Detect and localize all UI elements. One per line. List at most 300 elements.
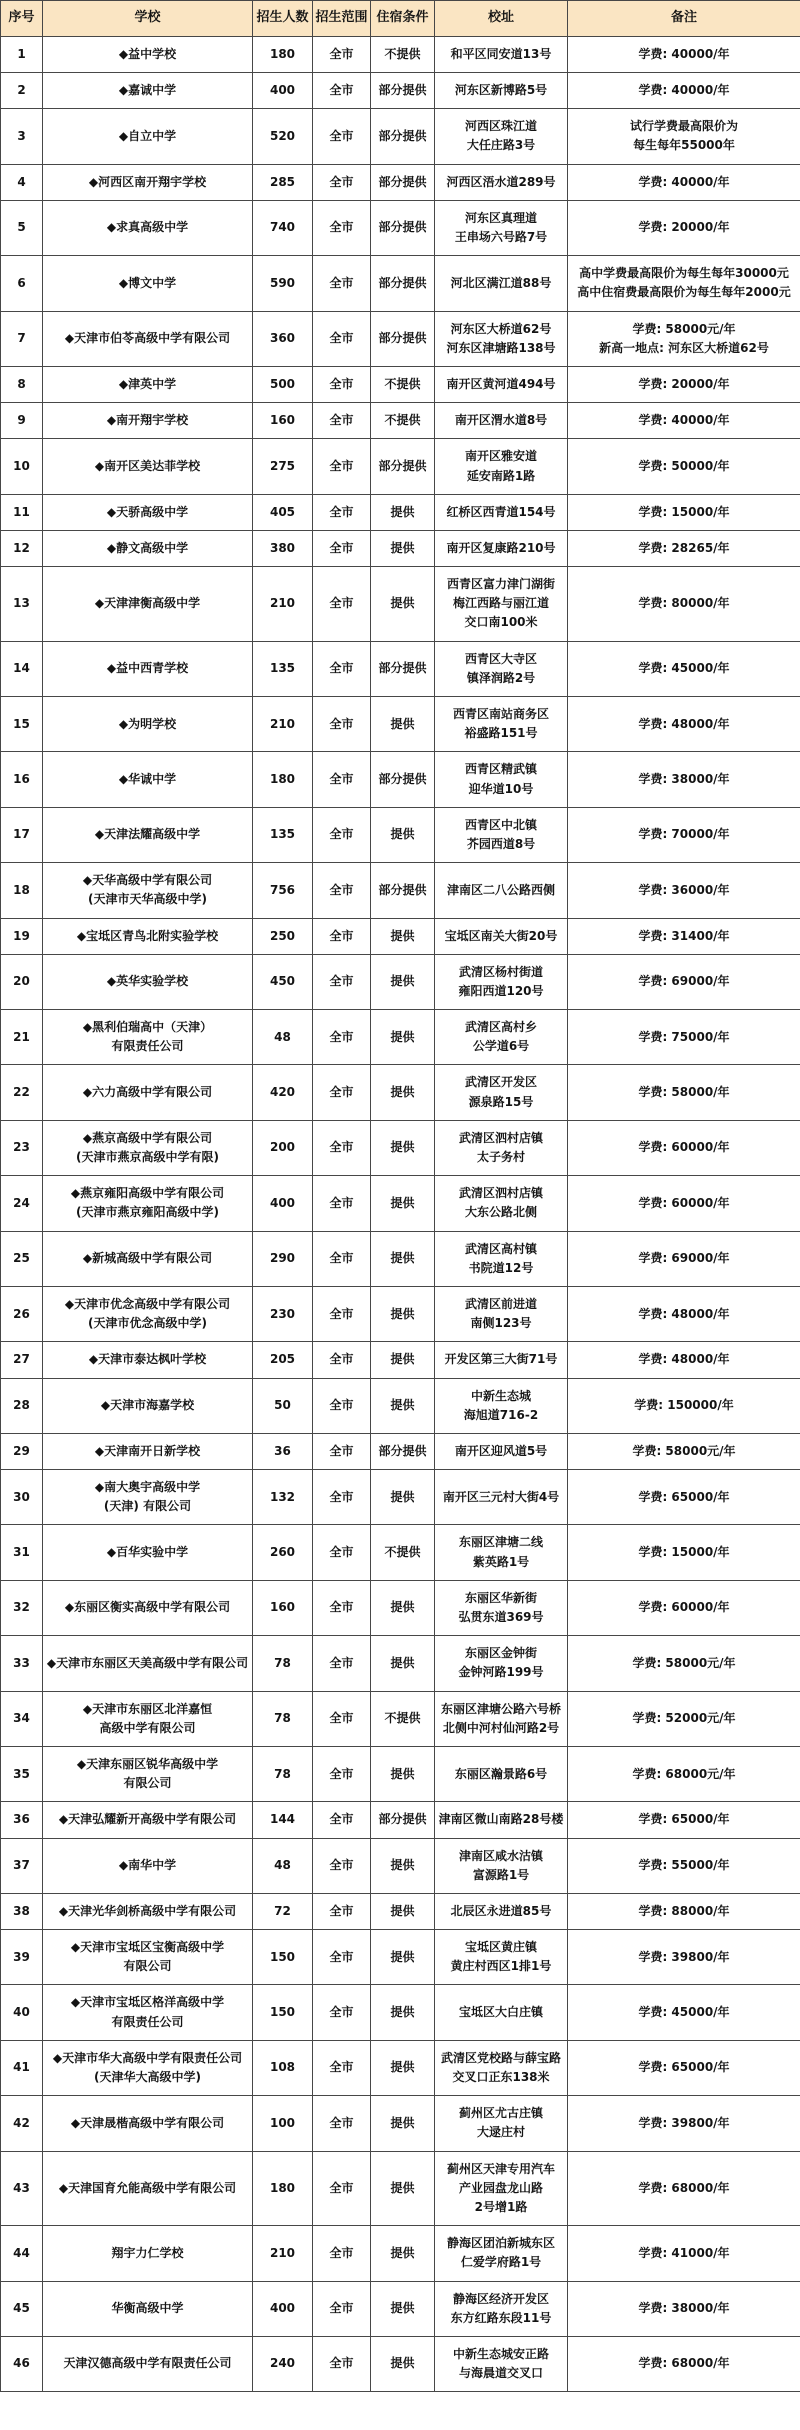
cell-school bbox=[43, 1470, 253, 1525]
cell-address bbox=[435, 73, 568, 109]
cell-address bbox=[435, 1378, 568, 1433]
cell-address bbox=[435, 807, 568, 862]
cell-remark bbox=[568, 954, 800, 1009]
cell-dorm: 提供 bbox=[371, 1286, 435, 1341]
cell-address-line: 武清区党校路与薛宝路 bbox=[440, 2050, 561, 2065]
table-row bbox=[1, 918, 800, 954]
cell-scope: 全市 bbox=[313, 1342, 371, 1378]
cell-no: 24 bbox=[1, 1176, 43, 1231]
cell-scope: 全市 bbox=[313, 2096, 371, 2151]
cell-address-line: 东丽区瀚景路6号 bbox=[454, 1766, 548, 1781]
cell-dorm: 提供 bbox=[371, 2151, 435, 2226]
cell-address-line: 迎华道10号 bbox=[468, 781, 534, 796]
cell-address-line: 西青区中北镇 bbox=[464, 817, 537, 832]
cell-scope: 全市 bbox=[313, 1176, 371, 1231]
cell-no: 33 bbox=[1, 1636, 43, 1691]
cell-school-line: ◆自立中学 bbox=[118, 128, 177, 143]
cell-remark-line: 学费: 58000元/年 bbox=[632, 321, 736, 336]
cell-school bbox=[43, 311, 253, 366]
cell-school-line: ◆天津法耀高级中学 bbox=[94, 827, 201, 842]
cell-dorm: 部分提供 bbox=[371, 164, 435, 200]
cell-address-line: 仁爱学府路1号 bbox=[460, 2255, 542, 2270]
cell-remark-line: 学费: 39800/年 bbox=[638, 1949, 730, 1964]
cell-count: 405 bbox=[253, 494, 313, 530]
table-row bbox=[1, 1691, 800, 1746]
cell-address-line: 公学道6号 bbox=[472, 1039, 530, 1054]
cell-count: 200 bbox=[253, 1120, 313, 1175]
cell-address bbox=[435, 1065, 568, 1120]
table-row bbox=[1, 36, 800, 72]
cell-dorm: 提供 bbox=[371, 1746, 435, 1801]
cell-remark bbox=[568, 2151, 800, 2226]
cell-address-line: 河东区新博路5号 bbox=[454, 83, 548, 98]
cell-scope: 全市 bbox=[313, 1985, 371, 2040]
cell-school-line: 有限责任公司 bbox=[111, 1039, 184, 1054]
cell-address-line: 蓟州区尤古庄镇 bbox=[458, 2106, 543, 2121]
table-row bbox=[1, 2336, 800, 2391]
cell-address-line: 武清区高村乡 bbox=[464, 1020, 537, 1035]
cell-no: 39 bbox=[1, 1930, 43, 1985]
cell-school-line: ◆益中学校 bbox=[118, 46, 177, 61]
cell-school-line: 有限公司 bbox=[123, 1776, 172, 1791]
table-row bbox=[1, 1802, 800, 1838]
cell-school bbox=[43, 863, 253, 918]
cell-scope: 全市 bbox=[313, 2281, 371, 2336]
cell-school bbox=[43, 2226, 253, 2281]
cell-address-line: 芥园西道8号 bbox=[466, 836, 536, 851]
cell-remark bbox=[568, 1010, 800, 1065]
cell-dorm: 提供 bbox=[371, 530, 435, 566]
cell-dorm: 不提供 bbox=[371, 366, 435, 402]
cell-address-line: 南开区渭水道8号 bbox=[454, 413, 548, 428]
table-row bbox=[1, 311, 800, 366]
cell-address-line: 津南区咸水沽镇 bbox=[458, 1848, 543, 1863]
cell-dorm: 提供 bbox=[371, 697, 435, 752]
cell-address-line: 东丽区津塘二线 bbox=[458, 1535, 543, 1550]
cell-no: 5 bbox=[1, 200, 43, 255]
cell-dorm: 提供 bbox=[371, 1120, 435, 1175]
table-row bbox=[1, 1525, 800, 1580]
cell-count: 150 bbox=[253, 1985, 313, 2040]
cell-school-line: ◆南开区美达菲学校 bbox=[94, 458, 201, 473]
cell-no: 29 bbox=[1, 1433, 43, 1469]
cell-count: 240 bbox=[253, 2336, 313, 2391]
cell-address bbox=[435, 1985, 568, 2040]
cell-school bbox=[43, 1433, 253, 1469]
cell-address-line: 南开区三元村大街4号 bbox=[442, 1489, 560, 1504]
cell-dorm: 提供 bbox=[371, 2040, 435, 2095]
cell-address-line: 黄庄村西区1排1号 bbox=[450, 1959, 552, 1974]
cell-remark-line: 学费: 39800/年 bbox=[638, 2115, 730, 2130]
cell-school bbox=[43, 641, 253, 696]
cell-school-line: 翔宇力仁学校 bbox=[111, 2245, 184, 2260]
cell-remark bbox=[568, 1433, 800, 1469]
cell-address bbox=[435, 1580, 568, 1635]
cell-school-line: (天津市燕京高级中学有限) bbox=[76, 1150, 219, 1165]
cell-scope: 全市 bbox=[313, 1231, 371, 1286]
cell-school-line: ◆百华实验中学 bbox=[106, 1545, 189, 1560]
cell-dorm: 部分提供 bbox=[371, 311, 435, 366]
cell-remark bbox=[568, 311, 800, 366]
cell-remark bbox=[568, 73, 800, 109]
cell-school-line: ◆燕京雍阳高级中学有限公司 bbox=[70, 1186, 225, 1201]
cell-no: 7 bbox=[1, 311, 43, 366]
cell-address-line: 武清区开发区 bbox=[464, 1075, 537, 1090]
cell-school-line: ◆天骄高级中学 bbox=[106, 504, 189, 519]
cell-remark bbox=[568, 1525, 800, 1580]
cell-school-line: 华衡高级中学 bbox=[111, 2301, 184, 2316]
cell-remark bbox=[568, 918, 800, 954]
cell-address-line: 太子务村 bbox=[476, 1150, 525, 1165]
cell-address bbox=[435, 200, 568, 255]
cell-school-line: ◆为明学校 bbox=[118, 716, 177, 731]
cell-count: 290 bbox=[253, 1231, 313, 1286]
cell-address-line: 王串场六号路7号 bbox=[454, 230, 548, 245]
cell-scope: 全市 bbox=[313, 366, 371, 402]
cell-no: 36 bbox=[1, 1802, 43, 1838]
cell-remark-line: 学费: 58000元/年 bbox=[632, 1443, 736, 1458]
cell-scope: 全市 bbox=[313, 1065, 371, 1120]
cell-remark-line: 学费: 40000/年 bbox=[638, 413, 730, 428]
cell-remark-line: 学费: 20000/年 bbox=[638, 220, 730, 235]
cell-remark-line: 学费: 69000/年 bbox=[638, 974, 730, 989]
cell-no: 4 bbox=[1, 164, 43, 200]
cell-address bbox=[435, 403, 568, 439]
cell-no: 41 bbox=[1, 2040, 43, 2095]
cell-count: 450 bbox=[253, 954, 313, 1009]
cell-count: 400 bbox=[253, 73, 313, 109]
cell-scope: 全市 bbox=[313, 494, 371, 530]
cell-remark bbox=[568, 1470, 800, 1525]
table-row bbox=[1, 1286, 800, 1341]
cell-dorm: 提供 bbox=[371, 2226, 435, 2281]
cell-scope: 全市 bbox=[313, 954, 371, 1009]
cell-no: 14 bbox=[1, 641, 43, 696]
cell-count: 740 bbox=[253, 200, 313, 255]
cell-count: 420 bbox=[253, 1065, 313, 1120]
cell-dorm: 提供 bbox=[371, 1378, 435, 1433]
cell-dorm: 提供 bbox=[371, 1065, 435, 1120]
table-row bbox=[1, 403, 800, 439]
cell-remark-line: 学费: 38000/年 bbox=[638, 2301, 730, 2316]
cell-remark bbox=[568, 1065, 800, 1120]
cell-no: 35 bbox=[1, 1746, 43, 1801]
cell-school bbox=[43, 1802, 253, 1838]
cell-address bbox=[435, 1838, 568, 1893]
cell-school bbox=[43, 2096, 253, 2151]
cell-address-line: 大东公路北侧 bbox=[464, 1205, 537, 1220]
cell-dorm: 提供 bbox=[371, 2096, 435, 2151]
cell-remark-line: 学费: 58000元/年 bbox=[632, 1655, 736, 1670]
cell-school-line: ◆天华高级中学有限公司 bbox=[82, 873, 213, 888]
cell-scope: 全市 bbox=[313, 752, 371, 807]
cell-school bbox=[43, 1176, 253, 1231]
cell-address-line: 书院道12号 bbox=[468, 1260, 534, 1275]
cell-no: 28 bbox=[1, 1378, 43, 1433]
cell-school bbox=[43, 200, 253, 255]
table-row bbox=[1, 1746, 800, 1801]
cell-remark bbox=[568, 200, 800, 255]
cell-address-line: 津南区微山南路28号楼 bbox=[438, 1812, 564, 1827]
cell-count: 400 bbox=[253, 2281, 313, 2336]
cell-remark-line: 学费: 65000/年 bbox=[638, 1489, 730, 1504]
cell-address-line: 红桥区西青道154号 bbox=[446, 504, 556, 519]
cell-remark bbox=[568, 164, 800, 200]
column-header-address: 校址 bbox=[435, 1, 568, 37]
cell-school-line: ◆东丽区衡实高级中学有限公司 bbox=[64, 1600, 231, 1615]
cell-no: 13 bbox=[1, 567, 43, 642]
cell-remark bbox=[568, 1985, 800, 2040]
cell-scope: 全市 bbox=[313, 311, 371, 366]
cell-count: 180 bbox=[253, 36, 313, 72]
table-row bbox=[1, 1342, 800, 1378]
cell-scope: 全市 bbox=[313, 403, 371, 439]
cell-dorm: 提供 bbox=[371, 1838, 435, 1893]
cell-address-line: 南开区复康路210号 bbox=[446, 540, 556, 555]
cell-dorm: 不提供 bbox=[371, 1525, 435, 1580]
cell-address-line: 东方红路东段11号 bbox=[450, 2310, 552, 2325]
cell-dorm: 部分提供 bbox=[371, 1433, 435, 1469]
cell-school bbox=[43, 954, 253, 1009]
table-row bbox=[1, 1930, 800, 1985]
cell-address bbox=[435, 1746, 568, 1801]
cell-school-line: ◆天津晟楷高级中学有限公司 bbox=[70, 2115, 225, 2130]
cell-no: 17 bbox=[1, 807, 43, 862]
cell-remark-line: 学费: 88000/年 bbox=[638, 1903, 730, 1918]
cell-scope: 全市 bbox=[313, 1746, 371, 1801]
table-row bbox=[1, 807, 800, 862]
cell-school bbox=[43, 1065, 253, 1120]
cell-no: 46 bbox=[1, 2336, 43, 2391]
cell-school-line: ◆天津东丽区锐华高级中学 bbox=[76, 1756, 219, 1771]
cell-remark bbox=[568, 1838, 800, 1893]
cell-dorm: 提供 bbox=[371, 1893, 435, 1929]
cell-count: 50 bbox=[253, 1378, 313, 1433]
cell-school-line: ◆南开翔宇学校 bbox=[106, 413, 189, 428]
cell-address-line: 东丽区金钟街 bbox=[464, 1646, 537, 1661]
cell-school-line: ◆天津市优念高级中学有限公司 bbox=[64, 1296, 231, 1311]
cell-remark-line: 每生每年55000年 bbox=[633, 138, 735, 153]
cell-school-line: 有限公司 bbox=[123, 1959, 172, 1974]
cell-address bbox=[435, 752, 568, 807]
column-header-dorm: 住宿条件 bbox=[371, 1, 435, 37]
cell-remark bbox=[568, 1746, 800, 1801]
cell-school-line: ◆天津光华剑桥高级中学有限公司 bbox=[58, 1903, 237, 1918]
column-header-scope: 招生范围 bbox=[313, 1, 371, 37]
cell-school bbox=[43, 366, 253, 402]
cell-count: 108 bbox=[253, 2040, 313, 2095]
cell-address bbox=[435, 1893, 568, 1929]
cell-dorm: 提供 bbox=[371, 567, 435, 642]
cell-school bbox=[43, 1746, 253, 1801]
cell-address-line: 梅江西路与丽江道 bbox=[452, 596, 549, 611]
cell-address-line: 津南区二八公路西侧 bbox=[446, 882, 555, 897]
cell-address bbox=[435, 439, 568, 494]
cell-school bbox=[43, 1893, 253, 1929]
cell-remark bbox=[568, 1691, 800, 1746]
cell-school bbox=[43, 36, 253, 72]
cell-remark bbox=[568, 1580, 800, 1635]
cell-scope: 全市 bbox=[313, 109, 371, 164]
cell-school-line: ◆天津市宝坻区格洋高级中学 bbox=[70, 1995, 225, 2010]
cell-no: 25 bbox=[1, 1231, 43, 1286]
cell-count: 400 bbox=[253, 1176, 313, 1231]
cell-remark-line: 学费: 60000/年 bbox=[638, 1140, 730, 1155]
cell-remark-line: 学费: 150000/年 bbox=[634, 1398, 734, 1413]
cell-school-line: ◆津英中学 bbox=[118, 376, 177, 391]
cell-count: 260 bbox=[253, 1525, 313, 1580]
cell-remark-line: 学费: 55000/年 bbox=[638, 1858, 730, 1873]
cell-no: 15 bbox=[1, 697, 43, 752]
cell-dorm: 部分提供 bbox=[371, 200, 435, 255]
cell-remark-line: 学费: 15000/年 bbox=[638, 1545, 730, 1560]
cell-address-line: 西青区大寺区 bbox=[464, 651, 537, 666]
cell-address-line: 西青区南站商务区 bbox=[452, 707, 549, 722]
cell-address-line: 富源路1号 bbox=[472, 1867, 530, 1882]
cell-school bbox=[43, 1838, 253, 1893]
cell-address bbox=[435, 863, 568, 918]
cell-remark-line: 新高一地点: 河东区大桥道62号 bbox=[599, 340, 769, 355]
cell-address-line: 与海晨道交叉口 bbox=[458, 2366, 543, 2381]
cell-address-line: 静海区团泊新城东区 bbox=[446, 2236, 555, 2251]
cell-school-line: ◆益中西青学校 bbox=[106, 661, 189, 676]
header-row bbox=[1, 1, 800, 37]
cell-dorm: 部分提供 bbox=[371, 73, 435, 109]
cell-scope: 全市 bbox=[313, 164, 371, 200]
cell-dorm: 提供 bbox=[371, 1176, 435, 1231]
cell-no: 2 bbox=[1, 73, 43, 109]
cell-scope: 全市 bbox=[313, 807, 371, 862]
cell-dorm: 提供 bbox=[371, 1930, 435, 1985]
cell-count: 78 bbox=[253, 1636, 313, 1691]
cell-remark bbox=[568, 641, 800, 696]
cell-dorm: 部分提供 bbox=[371, 1802, 435, 1838]
cell-address bbox=[435, 954, 568, 1009]
cell-no: 22 bbox=[1, 1065, 43, 1120]
cell-count: 150 bbox=[253, 1930, 313, 1985]
cell-dorm: 提供 bbox=[371, 1636, 435, 1691]
cell-address-line: 北辰区永进道85号 bbox=[450, 1903, 552, 1918]
cell-address-line: 海旭道716-2 bbox=[463, 1407, 539, 1422]
cell-address-line: 武清区杨村街道 bbox=[458, 964, 543, 979]
cell-address-line: 宝坻区大白庄镇 bbox=[458, 2005, 543, 2020]
table-row bbox=[1, 2281, 800, 2336]
cell-no: 30 bbox=[1, 1470, 43, 1525]
cell-address-line: 西青区富力津门湖街 bbox=[446, 577, 555, 592]
cell-remark bbox=[568, 530, 800, 566]
cell-address bbox=[435, 1802, 568, 1838]
cell-count: 210 bbox=[253, 2226, 313, 2281]
table-row bbox=[1, 494, 800, 530]
cell-count: 230 bbox=[253, 1286, 313, 1341]
cell-remark-line: 学费: 75000/年 bbox=[638, 1029, 730, 1044]
cell-school bbox=[43, 2151, 253, 2226]
table-row bbox=[1, 1065, 800, 1120]
cell-school-line: ◆六力高级中学有限公司 bbox=[82, 1085, 213, 1100]
cell-count: 78 bbox=[253, 1746, 313, 1801]
cell-no: 37 bbox=[1, 1838, 43, 1893]
cell-scope: 全市 bbox=[313, 36, 371, 72]
column-header-school: 学校 bbox=[43, 1, 253, 37]
cell-remark-line: 学费: 70000/年 bbox=[638, 827, 730, 842]
cell-remark bbox=[568, 1176, 800, 1231]
cell-remark-line: 试行学费最高限价为 bbox=[629, 119, 738, 134]
cell-count: 100 bbox=[253, 2096, 313, 2151]
cell-address bbox=[435, 109, 568, 164]
cell-dorm: 部分提供 bbox=[371, 256, 435, 311]
cell-school-line: ◆天津国育允能高级中学有限公司 bbox=[58, 2180, 237, 2195]
cell-school-line: (天津市燕京雍阳高级中学) bbox=[76, 1205, 219, 1220]
cell-school bbox=[43, 439, 253, 494]
cell-address bbox=[435, 2151, 568, 2226]
cell-address-line: 武清区高村镇 bbox=[464, 1241, 537, 1256]
cell-remark bbox=[568, 2040, 800, 2095]
cell-scope: 全市 bbox=[313, 200, 371, 255]
cell-no: 26 bbox=[1, 1286, 43, 1341]
cell-school bbox=[43, 1580, 253, 1635]
cell-remark-line: 学费: 48000/年 bbox=[638, 1352, 730, 1367]
cell-remark-line: 学费: 69000/年 bbox=[638, 1251, 730, 1266]
cell-dorm: 提供 bbox=[371, 1231, 435, 1286]
cell-address bbox=[435, 2281, 568, 2336]
cell-school-line: 高级中学有限公司 bbox=[99, 1720, 196, 1735]
cell-count: 285 bbox=[253, 164, 313, 200]
cell-school bbox=[43, 1286, 253, 1341]
cell-remark-line: 学费: 68000/年 bbox=[638, 2356, 730, 2371]
cell-school-line: ◆天津市海嘉学校 bbox=[100, 1398, 195, 1413]
cell-school-line: ◆天津市东丽区天美高级中学有限公司 bbox=[46, 1655, 249, 1670]
cell-school-line: (天津市天华高级中学) bbox=[88, 892, 207, 907]
cell-address-line: 宝坻区南关大街20号 bbox=[444, 928, 558, 943]
cell-count: 205 bbox=[253, 1342, 313, 1378]
cell-no: 6 bbox=[1, 256, 43, 311]
table-row bbox=[1, 1580, 800, 1635]
cell-dorm: 部分提供 bbox=[371, 863, 435, 918]
cell-address bbox=[435, 1930, 568, 1985]
cell-school-line: 有限责任公司 bbox=[111, 2014, 184, 2029]
cell-scope: 全市 bbox=[313, 1378, 371, 1433]
table-row bbox=[1, 1231, 800, 1286]
cell-remark-line: 学费: 40000/年 bbox=[638, 174, 730, 189]
cell-no: 34 bbox=[1, 1691, 43, 1746]
table-row bbox=[1, 1470, 800, 1525]
cell-address-line: 南开区雅安道 bbox=[464, 449, 537, 464]
cell-dorm: 提供 bbox=[371, 1010, 435, 1065]
cell-count: 180 bbox=[253, 2151, 313, 2226]
cell-remark bbox=[568, 256, 800, 311]
cell-address-line: 交叉口正东138米 bbox=[452, 2070, 550, 2085]
cell-school bbox=[43, 256, 253, 311]
cell-scope: 全市 bbox=[313, 1525, 371, 1580]
cell-remark bbox=[568, 1802, 800, 1838]
cell-no: 38 bbox=[1, 1893, 43, 1929]
cell-address bbox=[435, 164, 568, 200]
table-row bbox=[1, 200, 800, 255]
cell-address bbox=[435, 1636, 568, 1691]
cell-address-line: 交口南100米 bbox=[464, 615, 538, 630]
cell-school bbox=[43, 2281, 253, 2336]
cell-remark bbox=[568, 1893, 800, 1929]
cell-school bbox=[43, 403, 253, 439]
cell-dorm: 不提供 bbox=[371, 1691, 435, 1746]
cell-school-line: ◆南华中学 bbox=[118, 1858, 177, 1873]
cell-remark bbox=[568, 439, 800, 494]
cell-school bbox=[43, 164, 253, 200]
cell-address-line: 裕盛路151号 bbox=[464, 726, 538, 741]
cell-scope: 全市 bbox=[313, 567, 371, 642]
cell-school bbox=[43, 752, 253, 807]
table-row bbox=[1, 1636, 800, 1691]
